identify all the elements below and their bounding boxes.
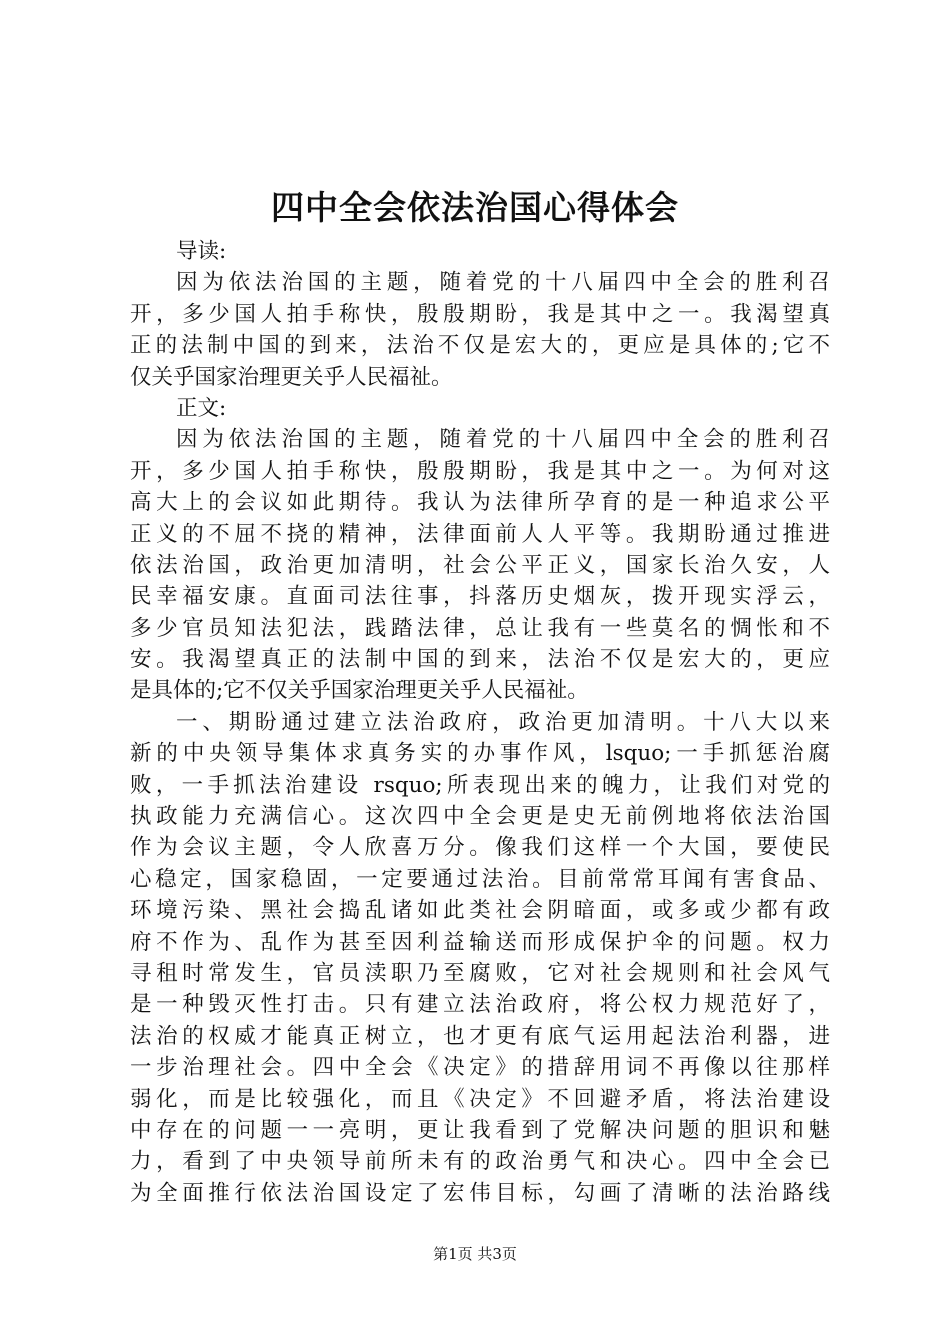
text-line: 仅关乎国家治理更关乎人民福祉。 — [130, 364, 453, 390]
text-line: 开，多少国人拍手称快，殷殷期盼，我是其中之一。为何对这 — [130, 458, 830, 484]
text-line: 中存在的问题一一亮明，更让我看到了党解决问题的胆识和魅 — [130, 1117, 830, 1143]
document-body — [130, 236, 830, 1209]
document-title: 四中全会依法治国心得体会 — [271, 188, 679, 227]
text-line: 开，多少国人拍手称快，殷殷期盼，我是其中之一。我渴望真 — [130, 301, 830, 327]
text-line: 心稳定，国家稳固，一定要通过法治。目前常常耳闻有害食品、 — [130, 866, 830, 892]
text-line: 力，看到了中央领导前所未有的政治勇气和决心。四中全会已 — [130, 1149, 830, 1175]
text-line: 安。我渴望真正的法制中国的到来，法治不仅是宏大的，更应 — [130, 647, 830, 673]
text-line: 环境污染、黑社会捣乱诸如此类社会阴暗面，或多或少都有政 — [130, 898, 830, 924]
text-line: 执政能力充满信心。这次四中全会更是史无前例地将依法治国 — [130, 804, 830, 830]
text-line: 府不作为、乱作为甚至因利益输送而形成保护伞的问题。权力 — [130, 929, 830, 955]
text-line: 依法治国，政治更加清明，社会公平正义，国家长治久安，人 — [130, 552, 830, 578]
text-line: 为全面推行依法治国设定了宏伟目标，勾画了清晰的法治路线 — [130, 1180, 830, 1206]
text-line: 民幸福安康。直面司法往事，抖落历史烟灰，拨开现实浮云， — [130, 584, 830, 610]
text-line: 弱化，而是比较强化，而且《决定》不回避矛盾，将法治建设 — [130, 1086, 830, 1112]
text-line: 法治的权威才能真正树立，也才更有底气运用起法治利器，进 — [130, 1023, 830, 1049]
text-line: 因为依法治国的主题，随着党的十八届四中全会的胜利召 — [176, 270, 830, 296]
text-line: 导读: — [176, 239, 227, 264]
text-line: 是一种毁灭性打击。只有建立法治政府，将公权力规范好了， — [130, 992, 830, 1018]
text-line: 一步治理社会。四中全会《决定》的措辞用词不再像以往那样 — [130, 1055, 830, 1081]
text-line: 寻租时常发生，官员渎职乃至腐败，它对社会规则和社会风气 — [130, 960, 830, 986]
text-line: 作为会议主题，令人欣喜万分。像我们这样一个大国，要使民 — [130, 835, 830, 861]
text-line: 是具体的;它不仅关乎国家治理更关乎人民福祉。 — [130, 678, 589, 704]
text-line: 正的法制中国的到来，法治不仅是宏大的，更应是具体的;它不 — [130, 333, 830, 359]
page-footer: 第1页 共3页 — [433, 1245, 517, 1263]
text-line: 高大上的会议如此期待。我认为法律所孕育的是一种追求公平 — [130, 490, 830, 516]
text-line: 正文: — [176, 395, 227, 421]
text-line: 正义的不屈不挠的精神，法律面前人人平等。我期盼通过推进 — [130, 521, 830, 547]
text-line: 多少官员知法犯法，践踏法律，总让我有一些莫名的惆怅和不 — [130, 615, 830, 641]
text-line: 新的中央领导集体求真务实的办事作风，lsquo;一手抓惩治腐 — [130, 741, 830, 767]
text-line: 一、期盼通过建立法治政府，政治更加清明。十八大以来 — [176, 709, 830, 735]
text-line: 因为依法治国的主题，随着党的十八届四中全会的胜利召 — [176, 427, 830, 453]
text-line: 败，一手抓法治建设 rsquo;所表现出来的魄力，让我们对党的 — [130, 772, 830, 798]
